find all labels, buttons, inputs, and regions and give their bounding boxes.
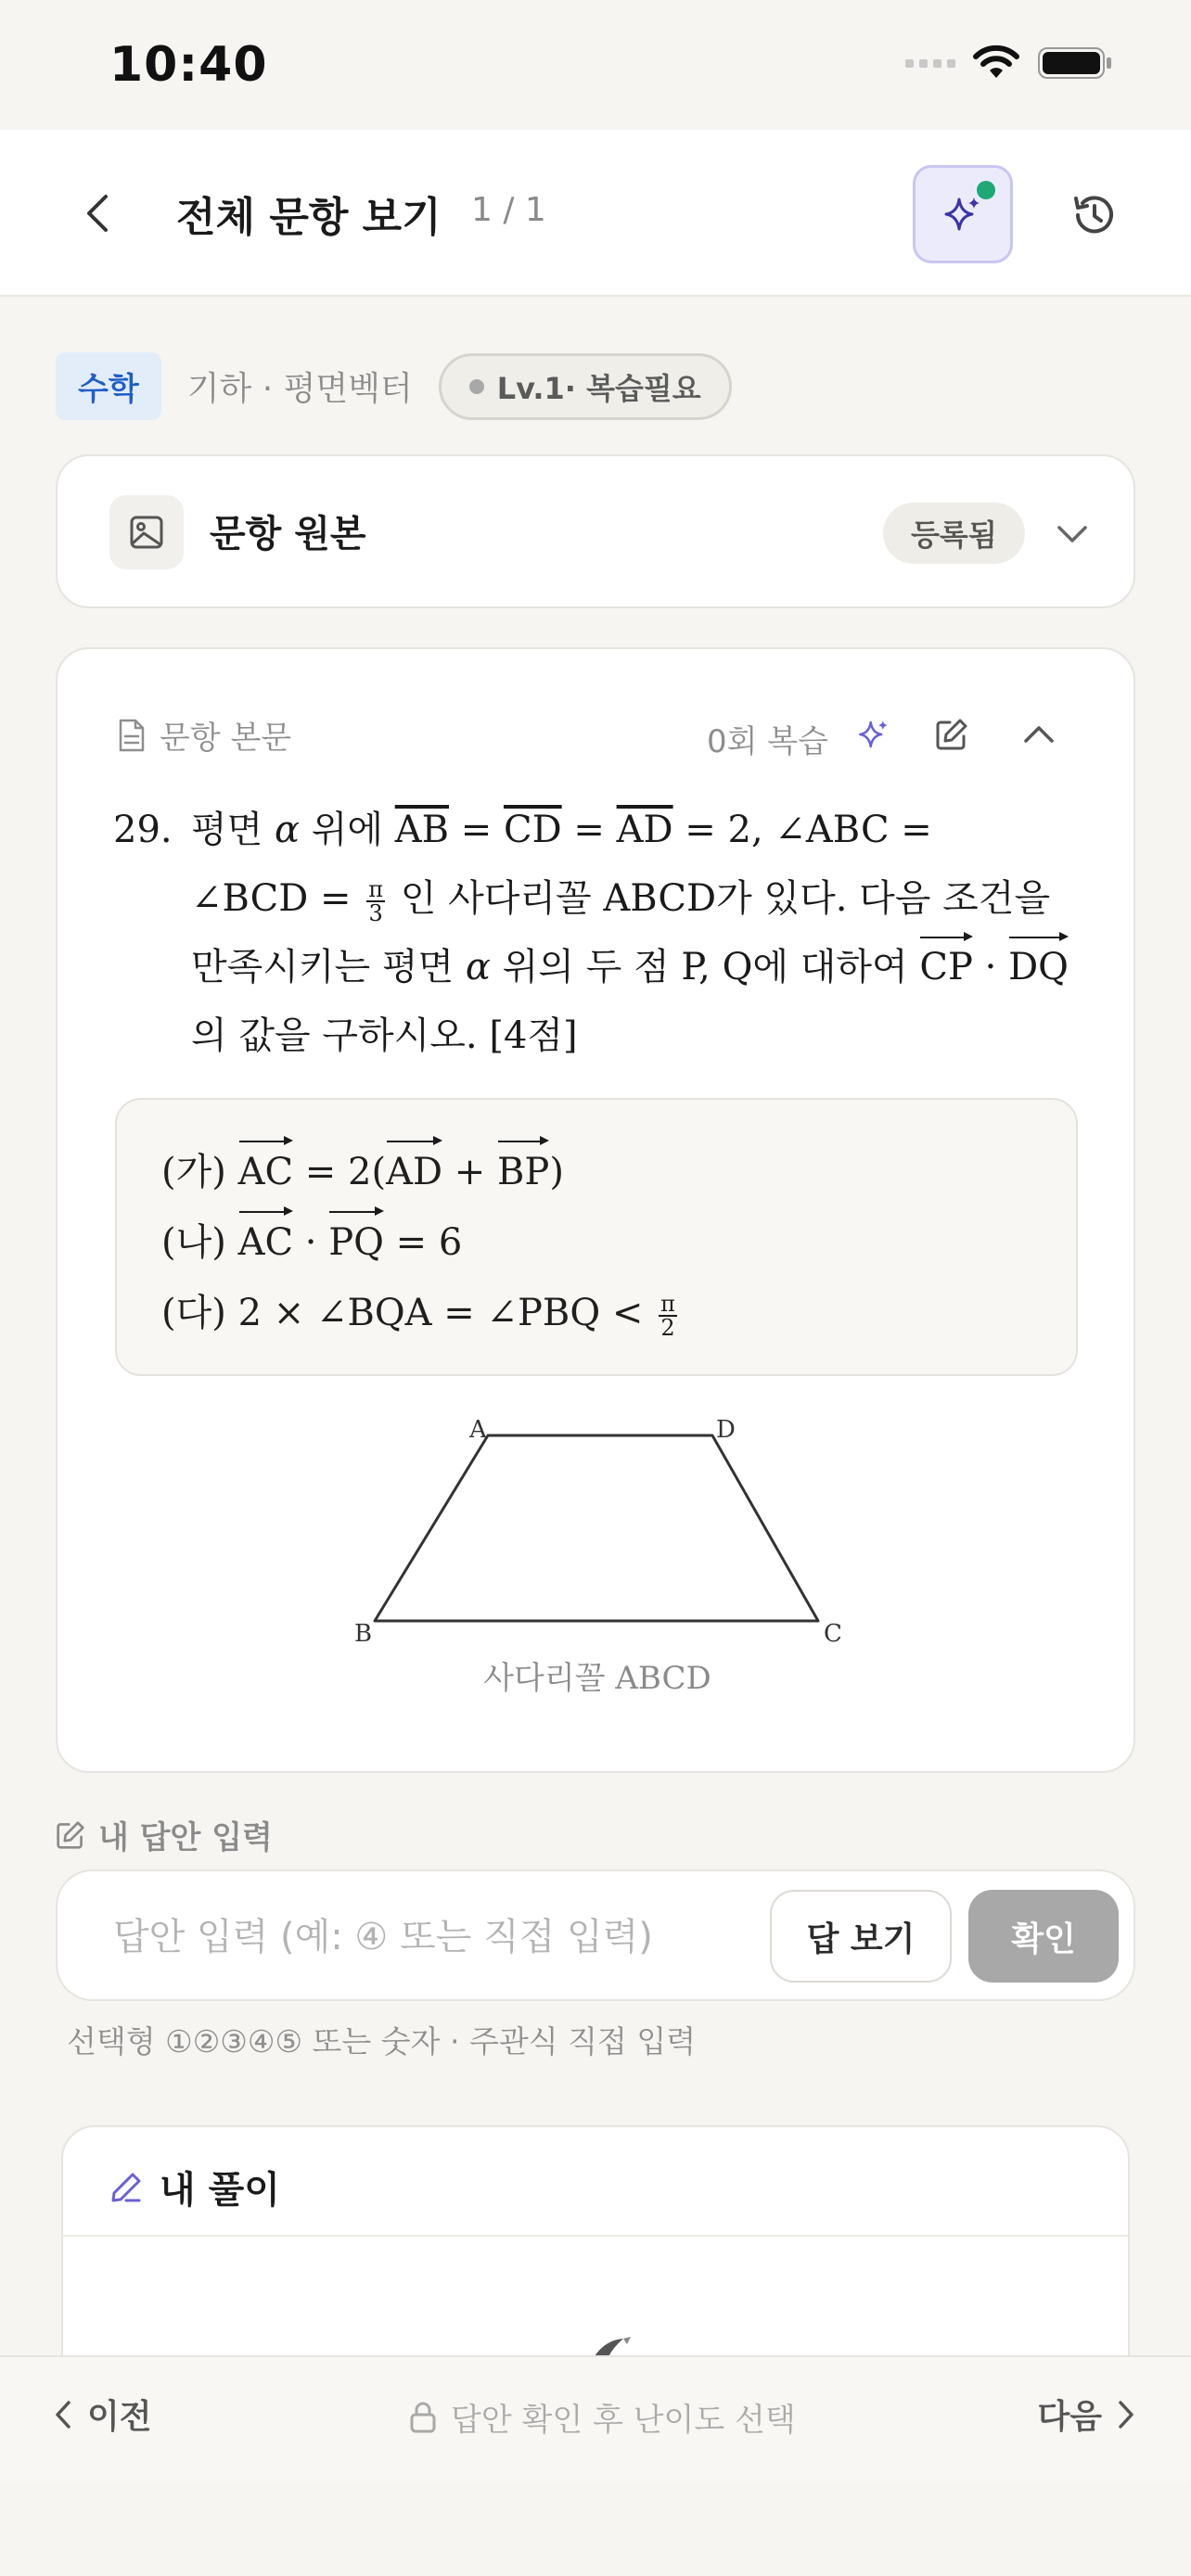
level-tag bbox=[439, 353, 732, 420]
body-label bbox=[117, 712, 291, 758]
image-icon bbox=[128, 514, 165, 551]
conditions-box bbox=[115, 1098, 1078, 1376]
answer-help-text: 선택형 ①②③④⑤ 또는 숫자 · 주관식 직접 입력 bbox=[67, 2023, 697, 2060]
trapezoid-shape bbox=[375, 1435, 818, 1621]
expand-button[interactable] bbox=[1043, 504, 1102, 564]
wifi-icon bbox=[972, 45, 1020, 82]
fraction-pi-over-3: $\frac{\pi}{3}$ bbox=[368, 876, 384, 926]
chevron-down-icon bbox=[1056, 523, 1089, 545]
history-button[interactable] bbox=[1057, 178, 1132, 252]
lock-info-text: 답안 확인 후 난이도 선택 bbox=[451, 2402, 796, 2439]
condition-da: (다) 2 × ∠BQA = ∠PBQ < $\frac{\pi}{2}$ bbox=[161, 1291, 675, 1341]
solution-title: 내 풀이 bbox=[160, 2169, 280, 2212]
ai-explain-button[interactable] bbox=[848, 708, 900, 760]
problem-line: 의 값을 구하시오. [4점] bbox=[191, 1014, 578, 1057]
problem-body-card bbox=[56, 647, 1135, 1773]
sparkle-icon bbox=[942, 194, 983, 235]
image-icon-box bbox=[109, 495, 184, 569]
solution-header bbox=[109, 2161, 280, 2213]
review-count: 0회 복습 bbox=[707, 723, 828, 760]
confirm-button[interactable]: 확인 bbox=[968, 1890, 1119, 1983]
next-label: 다음 bbox=[1037, 2398, 1102, 2436]
chevron-left-icon bbox=[83, 193, 111, 234]
status-icons bbox=[905, 45, 1113, 82]
topic-tag: 기하 · 평면벡터 bbox=[186, 370, 413, 408]
status-bar bbox=[0, 0, 1191, 130]
level-dot bbox=[469, 379, 484, 394]
ai-assist-button[interactable] bbox=[913, 165, 1013, 263]
chevron-up-icon bbox=[1023, 724, 1055, 745]
edit-icon bbox=[56, 1820, 85, 1850]
notification-dot bbox=[977, 181, 995, 199]
figure-caption: 사다리꼴 ABCD bbox=[483, 1660, 711, 1697]
show-answer-button[interactable]: 답 보기 bbox=[770, 1890, 952, 1983]
trapezoid-figure bbox=[354, 1398, 911, 1649]
vertex-label-c: C bbox=[824, 1620, 842, 1648]
problem-line: ∠BCD = $\frac{\pi}{3}$ 인 사다리꼴 ABCD가 있다. 다음 조건을 bbox=[191, 876, 1051, 926]
edit-icon bbox=[935, 718, 968, 751]
answer-input[interactable] bbox=[113, 1905, 762, 1970]
chevron-left-icon bbox=[54, 2400, 72, 2429]
condition-na: (나) AC · PQ = 6 bbox=[161, 1207, 1031, 1278]
chevron-right-icon bbox=[1117, 2400, 1135, 2429]
lock-icon bbox=[408, 2401, 438, 2434]
level-label: Lv.1· 복습필요 bbox=[496, 370, 701, 406]
problem-text bbox=[191, 796, 1100, 1070]
problem-line: 평면 α 위에 $\overline{AB} = \overline{CD} = \overline{AD} = 2$, ∠ABC = bbox=[191, 809, 932, 851]
vertex-label-b: B bbox=[354, 1620, 373, 1648]
document-icon bbox=[117, 718, 147, 753]
pen-icon bbox=[109, 2171, 143, 2204]
top-header bbox=[0, 130, 1191, 297]
history-icon bbox=[1070, 191, 1119, 239]
next-button[interactable] bbox=[1037, 2391, 1135, 2438]
cellular-signal-icon bbox=[905, 59, 955, 68]
answer-input-card bbox=[56, 1869, 1135, 2001]
difficulty-lock-info bbox=[408, 2394, 796, 2440]
original-title: 문항 원본 bbox=[210, 513, 366, 555]
body-label-text: 문항 본문 bbox=[160, 720, 292, 757]
solution-divider bbox=[63, 2235, 1128, 2237]
registered-badge: 등록됨 bbox=[883, 503, 1025, 564]
vertex-label-d: D bbox=[716, 1416, 736, 1444]
fraction-pi-over-2: $\frac{\pi}{2}$ bbox=[660, 1291, 675, 1341]
back-button[interactable] bbox=[65, 176, 130, 250]
vertex-label-a: A bbox=[469, 1416, 487, 1444]
problem-number: 29. bbox=[113, 809, 173, 851]
bottom-nav-bar bbox=[0, 2355, 1191, 2481]
answer-label bbox=[56, 1812, 273, 1857]
collapse-button[interactable] bbox=[1013, 708, 1065, 760]
prev-button[interactable] bbox=[54, 2391, 152, 2438]
problem-line: 만족시키는 평면 α 위의 두 점 P, Q에 대하여 CP · DQ bbox=[191, 933, 1100, 1001]
answer-label-text: 내 답안 입력 bbox=[98, 1819, 273, 1856]
condition-ga: (가) AC = 2(AD + BP) bbox=[161, 1137, 1031, 1207]
prev-label: 이전 bbox=[87, 2398, 152, 2436]
subject-tag: 수학 bbox=[56, 352, 161, 420]
status-time: 10:40 bbox=[109, 37, 268, 93]
battery-icon bbox=[1037, 45, 1113, 82]
home-indicator-area bbox=[0, 2481, 1191, 2576]
problem-tags bbox=[56, 352, 732, 420]
original-card[interactable] bbox=[56, 454, 1135, 608]
edit-button[interactable] bbox=[926, 708, 978, 760]
sparkle-icon bbox=[857, 718, 890, 751]
page-title: 전체 문항 보기 bbox=[176, 194, 442, 241]
page-count: 1 / 1 bbox=[471, 191, 546, 229]
